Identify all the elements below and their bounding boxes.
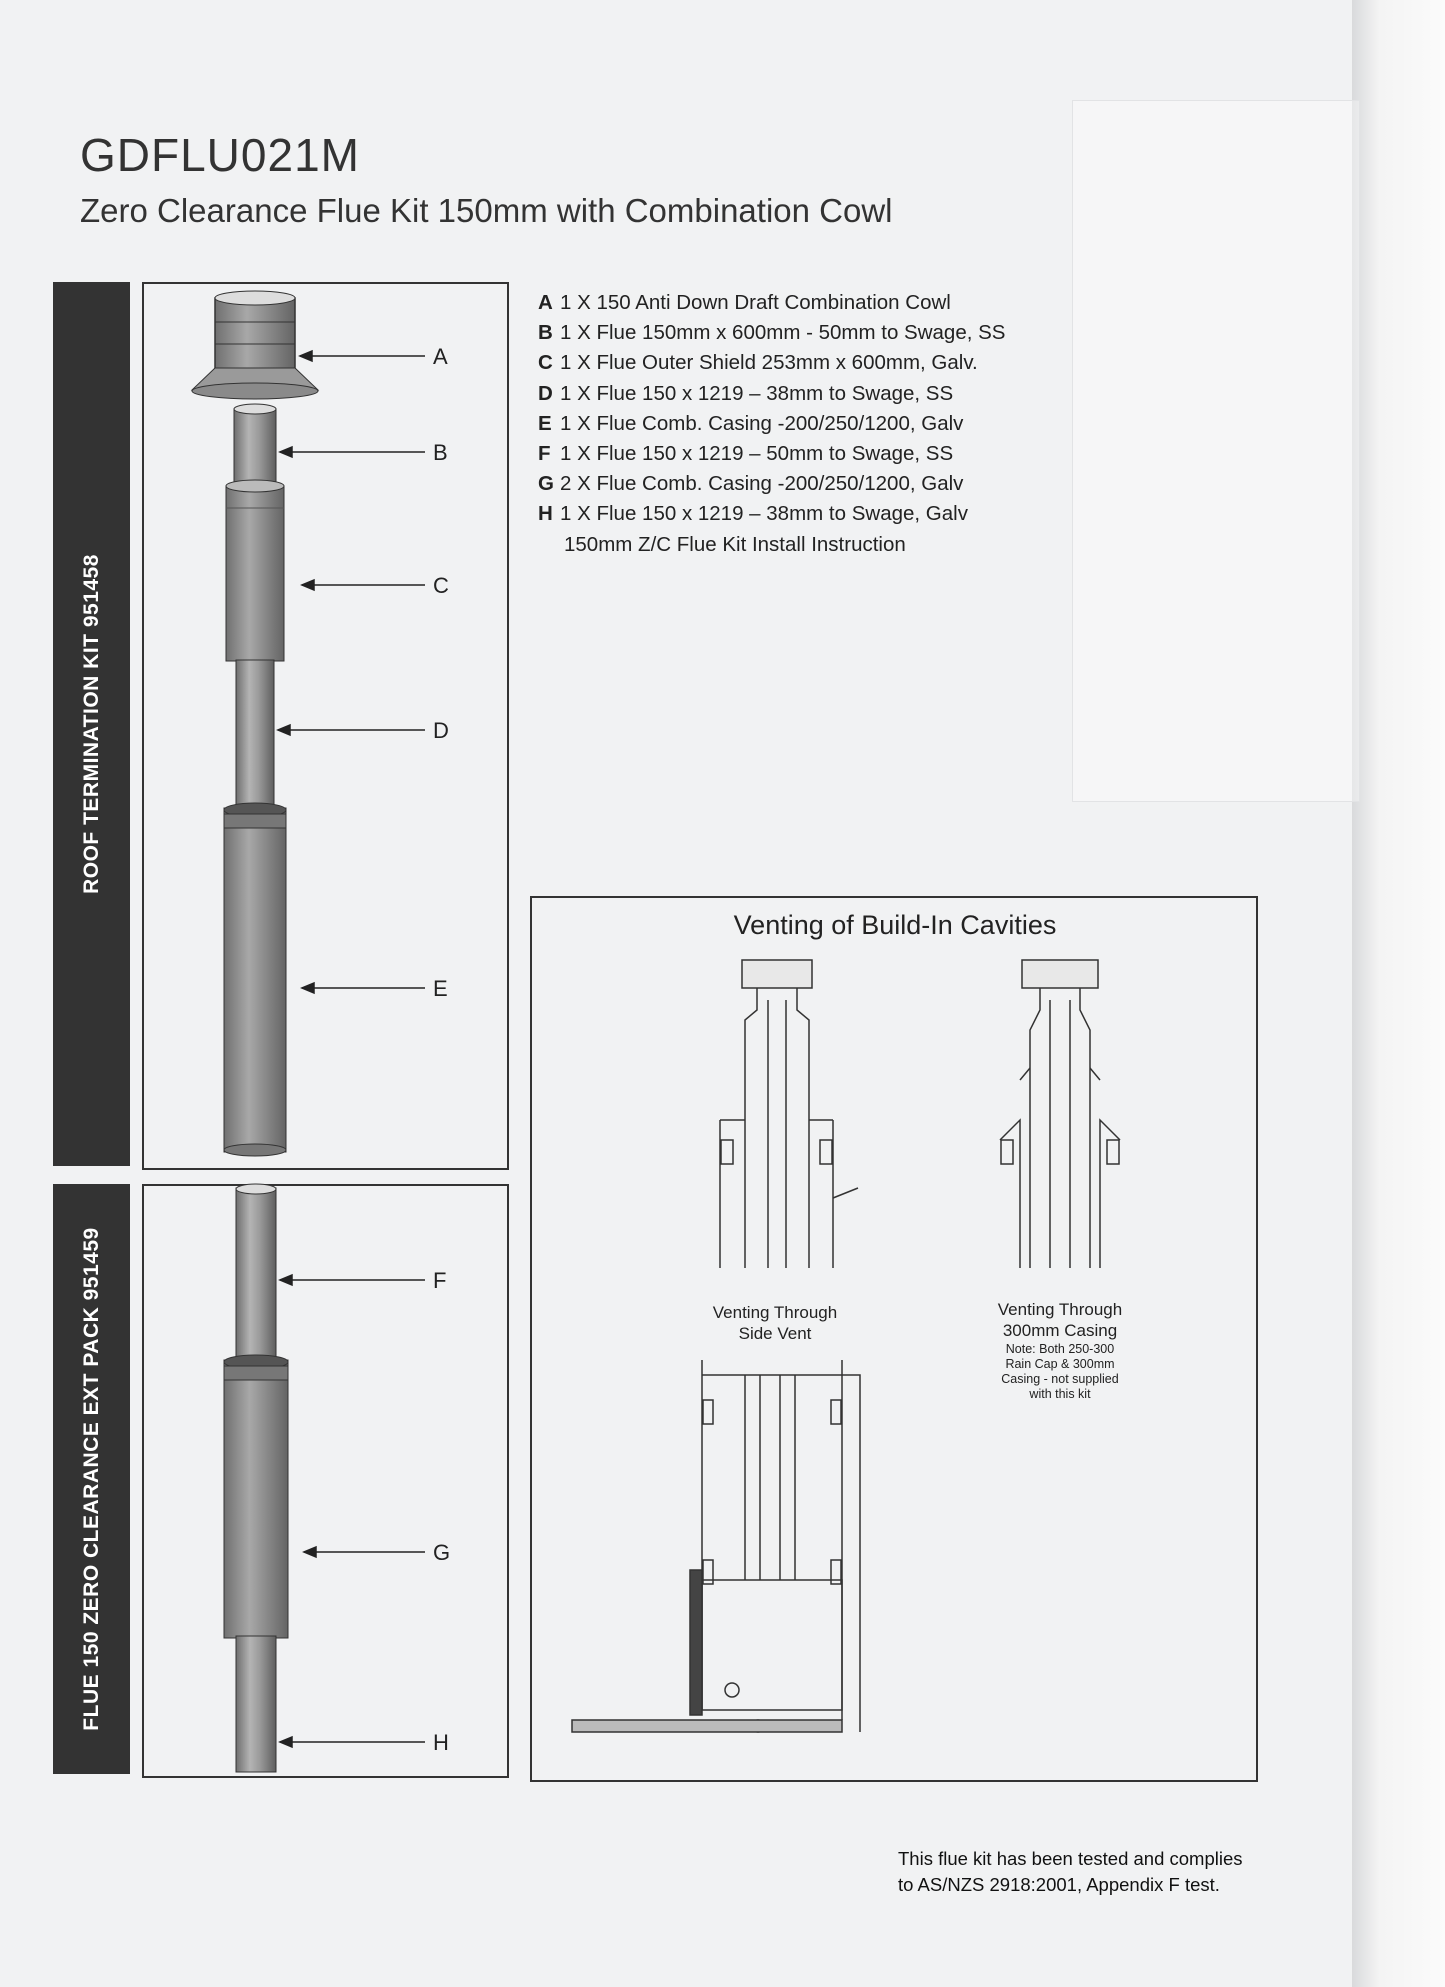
side-vent-diagram (720, 960, 858, 1268)
cabinet-cavity-diagram (572, 1360, 860, 1732)
page-title: Zero Clearance Flue Kit 150mm with Combination Cowl (80, 192, 893, 229)
flue-pipe-part-b (234, 404, 276, 491)
callout-label-e: E (433, 976, 448, 1001)
cowl-part-a (192, 291, 318, 399)
part-row-a: A 1 X 150 Anti Down Draft Combination Cowl (538, 291, 951, 314)
flue-pipe-part-h (236, 1636, 276, 1772)
casing-note: Note: Both 250-300 Rain Cap & 300mm Casing - not supplied with this kit (1001, 1342, 1119, 1401)
callout-label-c: C (433, 573, 449, 598)
casing-vent-caption: Venting Through 300mm Casing Note: Both 250-300 Rain Cap & 300mm Casing - not supplied with this kit (965, 1299, 1155, 1402)
flue-pipe-part-f (236, 1184, 276, 1368)
part-row-g: G 2 X Flue Comb. Casing -200/250/1200, Galv (538, 472, 964, 496)
part-row-d: D 1 X Flue 150 x 1219 – 38mm to Swage, SS (538, 381, 954, 405)
part-row-c: C 1 X Flue Outer Shield 253mm x 600mm, Galv. (538, 351, 978, 375)
part-row-b: B 1 X Flue 150mm x 600mm - 50mm to Swage, SS (538, 321, 1006, 345)
comb-casing-part-e (224, 803, 286, 1156)
callout-label-a: A (433, 344, 448, 369)
callout-arrows (278, 351, 425, 1747)
casing-vent-diagram (1000, 960, 1120, 1268)
roof-kit-label: ROOF TERMINATION KIT 951458 (79, 554, 103, 894)
install-instruction-note: 150mm Z/C Flue Kit Install Instruction (564, 532, 906, 556)
outer-shield-part-c (226, 480, 284, 661)
flue-pipe-part-d (236, 660, 274, 820)
ext-pack-label: FLUE 150 ZERO CLEARANCE EXT PACK 951459 (79, 1227, 103, 1731)
callout-label-b: B (433, 440, 448, 465)
compliance-statement: This flue kit has been tested and complies to AS/NZS 2918:2001, Appendix F test. (898, 1848, 1243, 1895)
callout-label-g: G (433, 1540, 451, 1565)
part-row-h: H 1 X Flue 150 x 1219 – 38mm to Swage, Galv (538, 502, 968, 526)
callout-label-d: D (433, 718, 449, 743)
comb-casing-part-g (224, 1355, 288, 1638)
callout-label-h: H (433, 1730, 449, 1755)
part-row-f: F 1 X Flue 150 x 1219 – 50mm to Swage, SS (538, 442, 954, 466)
side-vent-caption: Venting Through Side Vent (712, 1303, 838, 1343)
callout-label-f: F (433, 1268, 447, 1293)
model-number: GDFLU021M (80, 129, 360, 181)
cavities-title: Venting of Build-In Cavities (733, 910, 1057, 940)
part-row-e: E 1 X Flue Comb. Casing -200/250/1200, Galv (538, 411, 964, 435)
